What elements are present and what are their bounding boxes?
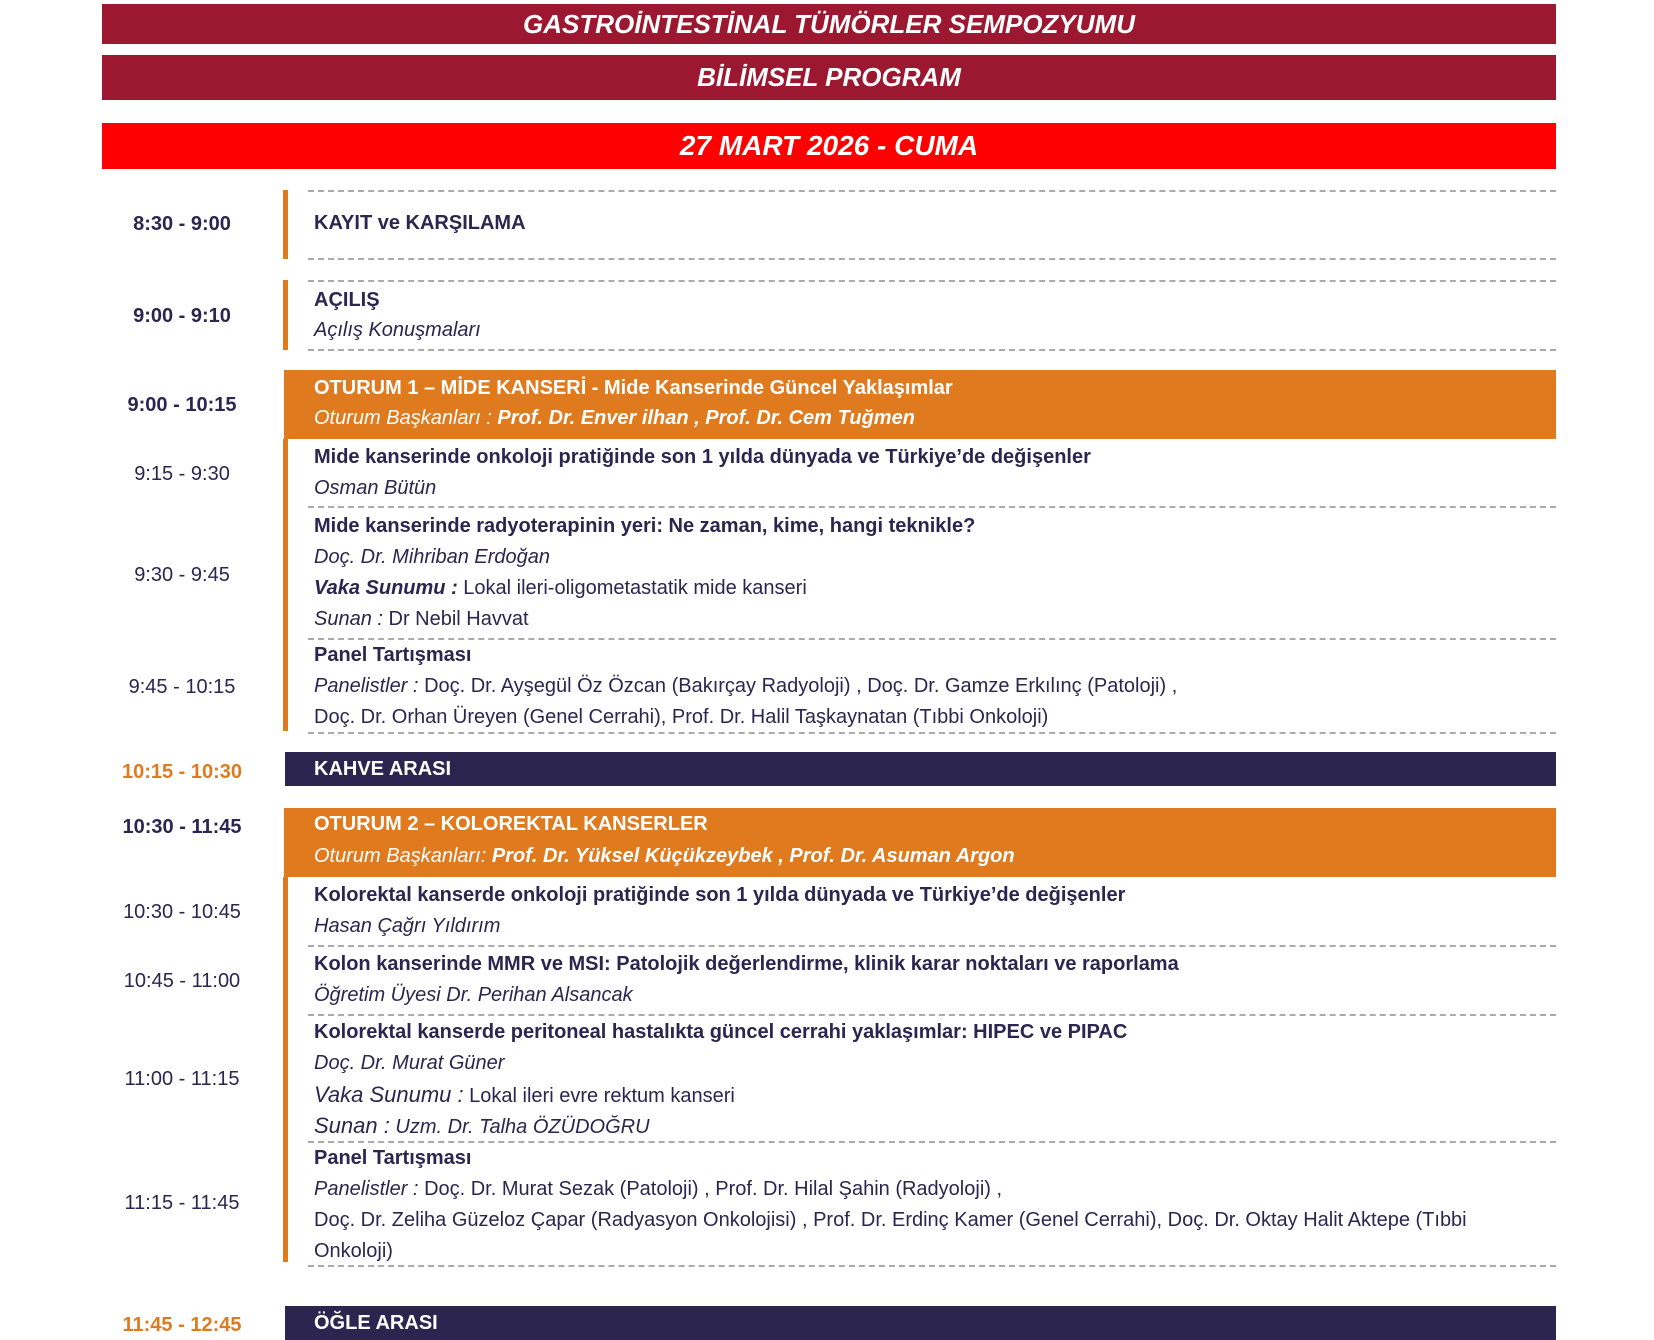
item-subtitle: Açılış Konuşmaları bbox=[314, 319, 481, 341]
talk-time: 10:45 - 11:00 bbox=[123, 970, 241, 992]
talk-title: Panel Tartışması bbox=[314, 644, 472, 666]
program-date: 27 MART 2026 - CUMA bbox=[102, 123, 1556, 169]
case-title: Lokal ileri-oligometastatik mide kanseri bbox=[463, 577, 807, 599]
panel-names-continued: Doç. Dr. Zeliha Güzeloz Çapar (Radyasyon Onkolojisi) , Prof. Dr. Erdinç Kamer (Genel Cerrahi), Doç. Dr. Oktay Halit Aktepe (Tıbbi bbox=[314, 1209, 1467, 1231]
talk-title: Panel Tartışması bbox=[314, 1147, 472, 1169]
talk-title: Kolon kanserinde MMR ve MSI: Patolojik değerlendirme, klinik karar noktaları ve raporlama bbox=[314, 953, 1179, 975]
session-header bbox=[284, 808, 1556, 877]
break-time: 10:15 - 10:30 bbox=[121, 761, 243, 783]
accent-bar bbox=[283, 877, 288, 1262]
talk-speaker: Osman Bütün bbox=[314, 477, 437, 499]
divider bbox=[308, 1141, 1556, 1143]
presenter-label: Sunan : bbox=[314, 1113, 390, 1138]
talk-speaker: Doç. Dr. Murat Güner bbox=[314, 1052, 505, 1074]
presenter-name: Uzm. Dr. Talha ÖZÜDOĞRU bbox=[395, 1116, 650, 1138]
panel-names-continued: Onkoloji) bbox=[314, 1240, 393, 1262]
panel-names: Doç. Dr. Ayşegül Öz Özcan (Bakırçay Radyoloji) , Doç. Dr. Gamze Erkılınç (Patoloji) , bbox=[424, 675, 1178, 697]
divider bbox=[308, 638, 1556, 640]
divider bbox=[308, 732, 1556, 734]
panelists bbox=[314, 675, 1177, 698]
talk-speaker: Hasan Çağrı Yıldırım bbox=[314, 915, 501, 937]
case-label: Vaka Sunumu : bbox=[314, 577, 458, 599]
accent-bar bbox=[283, 280, 288, 350]
chairs-label: Oturum Başkanları : bbox=[314, 407, 492, 429]
chairs-names: Prof. Dr. Enver ilhan , Prof. Dr. Cem Tuğmen bbox=[497, 407, 915, 429]
break-time: 11:45 - 12:45 bbox=[122, 1314, 242, 1336]
break-bar bbox=[285, 1306, 1556, 1340]
session-header bbox=[284, 370, 1556, 439]
divider bbox=[308, 506, 1556, 508]
talk-time: 9:15 - 9:30 bbox=[134, 463, 230, 485]
case-presentation bbox=[314, 577, 807, 600]
session-chairs bbox=[314, 845, 1015, 868]
divider bbox=[308, 190, 1556, 192]
session-chairs bbox=[314, 407, 915, 430]
accent-bar bbox=[283, 439, 288, 731]
case-presentation bbox=[314, 1082, 735, 1108]
panel-names-continued: Doç. Dr. Orhan Üreyen (Genel Cerrahi), Prof. Dr. Halil Taşkaynatan (Tıbbi Onkoloji) bbox=[314, 706, 1049, 728]
case-label: Vaka Sunumu : bbox=[314, 1082, 464, 1107]
break-title: KAHVE ARASI bbox=[314, 758, 452, 780]
session-title: OTURUM 2 – KOLOREKTAL KANSERLER bbox=[314, 813, 708, 835]
divider bbox=[308, 1265, 1556, 1267]
talk-time: 10:30 - 10:45 bbox=[123, 901, 241, 923]
session-time: 9:00 - 10:15 bbox=[127, 394, 237, 416]
case-presenter bbox=[314, 1113, 650, 1139]
chairs-label: Oturum Başkanları: bbox=[314, 845, 487, 867]
panelists bbox=[314, 1178, 1002, 1201]
divider bbox=[308, 258, 1556, 260]
symposium-title: GASTROİNTESTİNAL TÜMÖRLER SEMPOZYUMU bbox=[102, 4, 1556, 44]
divider bbox=[308, 280, 1556, 282]
divider bbox=[308, 945, 1556, 947]
program-title: BİLİMSEL PROGRAM bbox=[102, 55, 1556, 100]
talk-title: Kolorektal kanserde onkoloji pratiğinde son 1 yılda dünyada ve Türkiye’de değişenler bbox=[314, 884, 1126, 906]
talk-speaker: Öğretim Üyesi Dr. Perihan Alsancak bbox=[314, 984, 633, 1006]
talk-title: Mide kanserinde onkoloji pratiğinde son 1 yılda dünyada ve Türkiye’de değişenler bbox=[314, 446, 1091, 468]
talk-title: Mide kanserinde radyoterapinin yeri: Ne zaman, kime, hangi teknikle? bbox=[314, 515, 976, 537]
session-title: OTURUM 1 – MİDE KANSERİ - Mide Kanserinde Güncel Yaklaşımlar bbox=[314, 377, 953, 399]
break-title: ÖĞLE ARASI bbox=[314, 1312, 438, 1334]
item-title: AÇILIŞ bbox=[314, 289, 380, 311]
divider bbox=[308, 349, 1556, 351]
divider bbox=[308, 1014, 1556, 1016]
panel-label: Panelistler : bbox=[314, 1178, 419, 1200]
talk-speaker: Doç. Dr. Mihriban Erdoğan bbox=[314, 546, 551, 568]
presenter-label: Sunan : bbox=[314, 608, 383, 630]
panel-label: Panelistler : bbox=[314, 675, 419, 697]
time-label: 9:00 - 9:10 bbox=[133, 305, 231, 327]
session-time: 10:30 - 11:45 bbox=[122, 816, 242, 838]
talk-time: 9:45 - 10:15 bbox=[128, 676, 236, 698]
case-presenter bbox=[314, 608, 529, 631]
break-bar bbox=[285, 752, 1556, 786]
talk-time: 11:15 - 11:45 bbox=[124, 1192, 240, 1214]
case-title: Lokal ileri evre rektum kanseri bbox=[469, 1085, 735, 1107]
panel-names: Doç. Dr. Murat Sezak (Patoloji) , Prof. Dr. Hilal Şahin (Radyoloji) , bbox=[424, 1178, 1003, 1200]
accent-bar bbox=[283, 190, 288, 259]
presenter-name: Dr Nebil Havvat bbox=[388, 608, 529, 630]
item-title: KAYIT ve KARŞILAMA bbox=[314, 212, 526, 234]
chairs-names: Prof. Dr. Yüksel Küçükzeybek , Prof. Dr. Asuman Argon bbox=[491, 845, 1015, 867]
talk-time: 9:30 - 9:45 bbox=[134, 564, 230, 586]
talk-title: Kolorektal kanserde peritoneal hastalıkta güncel cerrahi yaklaşımlar: HIPEC ve PIPAC bbox=[314, 1021, 1128, 1043]
time-label: 8:30 - 9:00 bbox=[133, 213, 231, 235]
talk-time: 11:00 - 11:15 bbox=[124, 1068, 240, 1090]
